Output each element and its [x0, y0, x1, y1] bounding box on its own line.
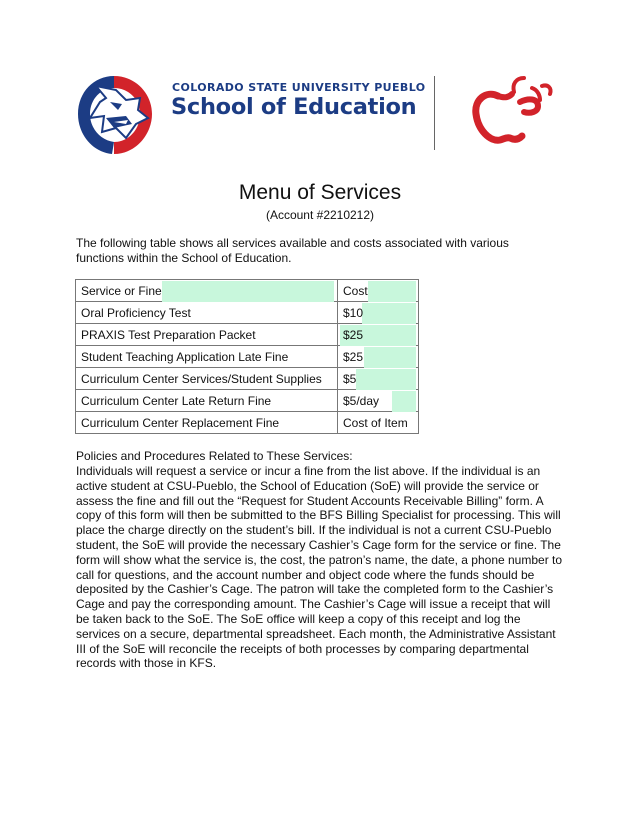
intro-paragraph: The following table shows all services available and costs associated with various functions within the School of Education. — [76, 236, 509, 265]
service-cell: Oral Proficiency Test — [76, 302, 338, 324]
service-cell: PRAXIS Test Preparation Packet — [76, 324, 338, 346]
school-name: School of Education — [171, 94, 417, 120]
service-cell: Curriculum Center Late Return Fine — [76, 390, 338, 412]
table-header-row — [76, 280, 419, 302]
cost-cell: $5 — [338, 368, 419, 390]
table-header-cost: Cost — [338, 280, 419, 302]
apple-logo — [468, 76, 562, 146]
service-cell: Student Teaching Application Late Fine — [76, 346, 338, 368]
wolf-mascot-logo — [70, 72, 158, 158]
table-row — [76, 390, 419, 412]
table-row — [76, 368, 419, 390]
table-row — [76, 324, 419, 346]
cost-cell: $25 — [338, 346, 419, 368]
account-number: (Account #2210212) — [265, 208, 375, 222]
cost-cell: Cost of Item — [338, 412, 419, 434]
cost-cell: $5/day — [338, 390, 419, 412]
cost-cell: $25 — [338, 324, 419, 346]
table-row — [76, 302, 419, 324]
policy-heading: Policies and Procedures Related to These Services: — [76, 449, 353, 463]
table-row — [76, 346, 419, 368]
header-divider — [434, 76, 435, 150]
table-header-service: Service or Fine — [76, 280, 338, 302]
service-cell: Curriculum Center Replacement Fine — [76, 412, 338, 434]
document-title: Menu of Services — [238, 181, 402, 204]
table-row — [76, 412, 419, 434]
service-cell: Curriculum Center Services/Student Supplies — [76, 368, 338, 390]
policy-paragraph: Individuals will request a service or incur a fine from the list above. If the individual is an active student at CSU-Pueblo, the School of Education (SoE) will provide the service or assess the fine and fill out the “Request for Student Accounts Receivable Billing” form. A copy of this form will then be submitted to the BFS Billing Specialist for processing. This will place the charge directly on the student’s bill. If the individual is not a current CSU-Pueblo student, the SoE will provide the necessary Cashier’s Cage form for the service or fine. The form will show what the service is, the cost, the patron’s name, the date, a phone number to call for questions, and the account number and object code where the funds should be deposited by the Cashier’s Cage. The patron will take the completed form to the Cashier’s Cage and pay the corresponding amount. The Cashier’s Cage will issue a receipt that will be taken back to the SoE. The SoE office will keep a copy of this receipt and log the services on a secure, departmental spreadsheet. Each month, the Administrative Assistant III of the SoE will reconcile the receipts of both processes by comparing departmental records with those in KFS. — [76, 464, 563, 671]
services-table — [75, 279, 419, 434]
cost-cell: $10 — [338, 302, 419, 324]
university-name: COLORADO STATE UNIVERSITY PUEBLO — [172, 81, 426, 94]
